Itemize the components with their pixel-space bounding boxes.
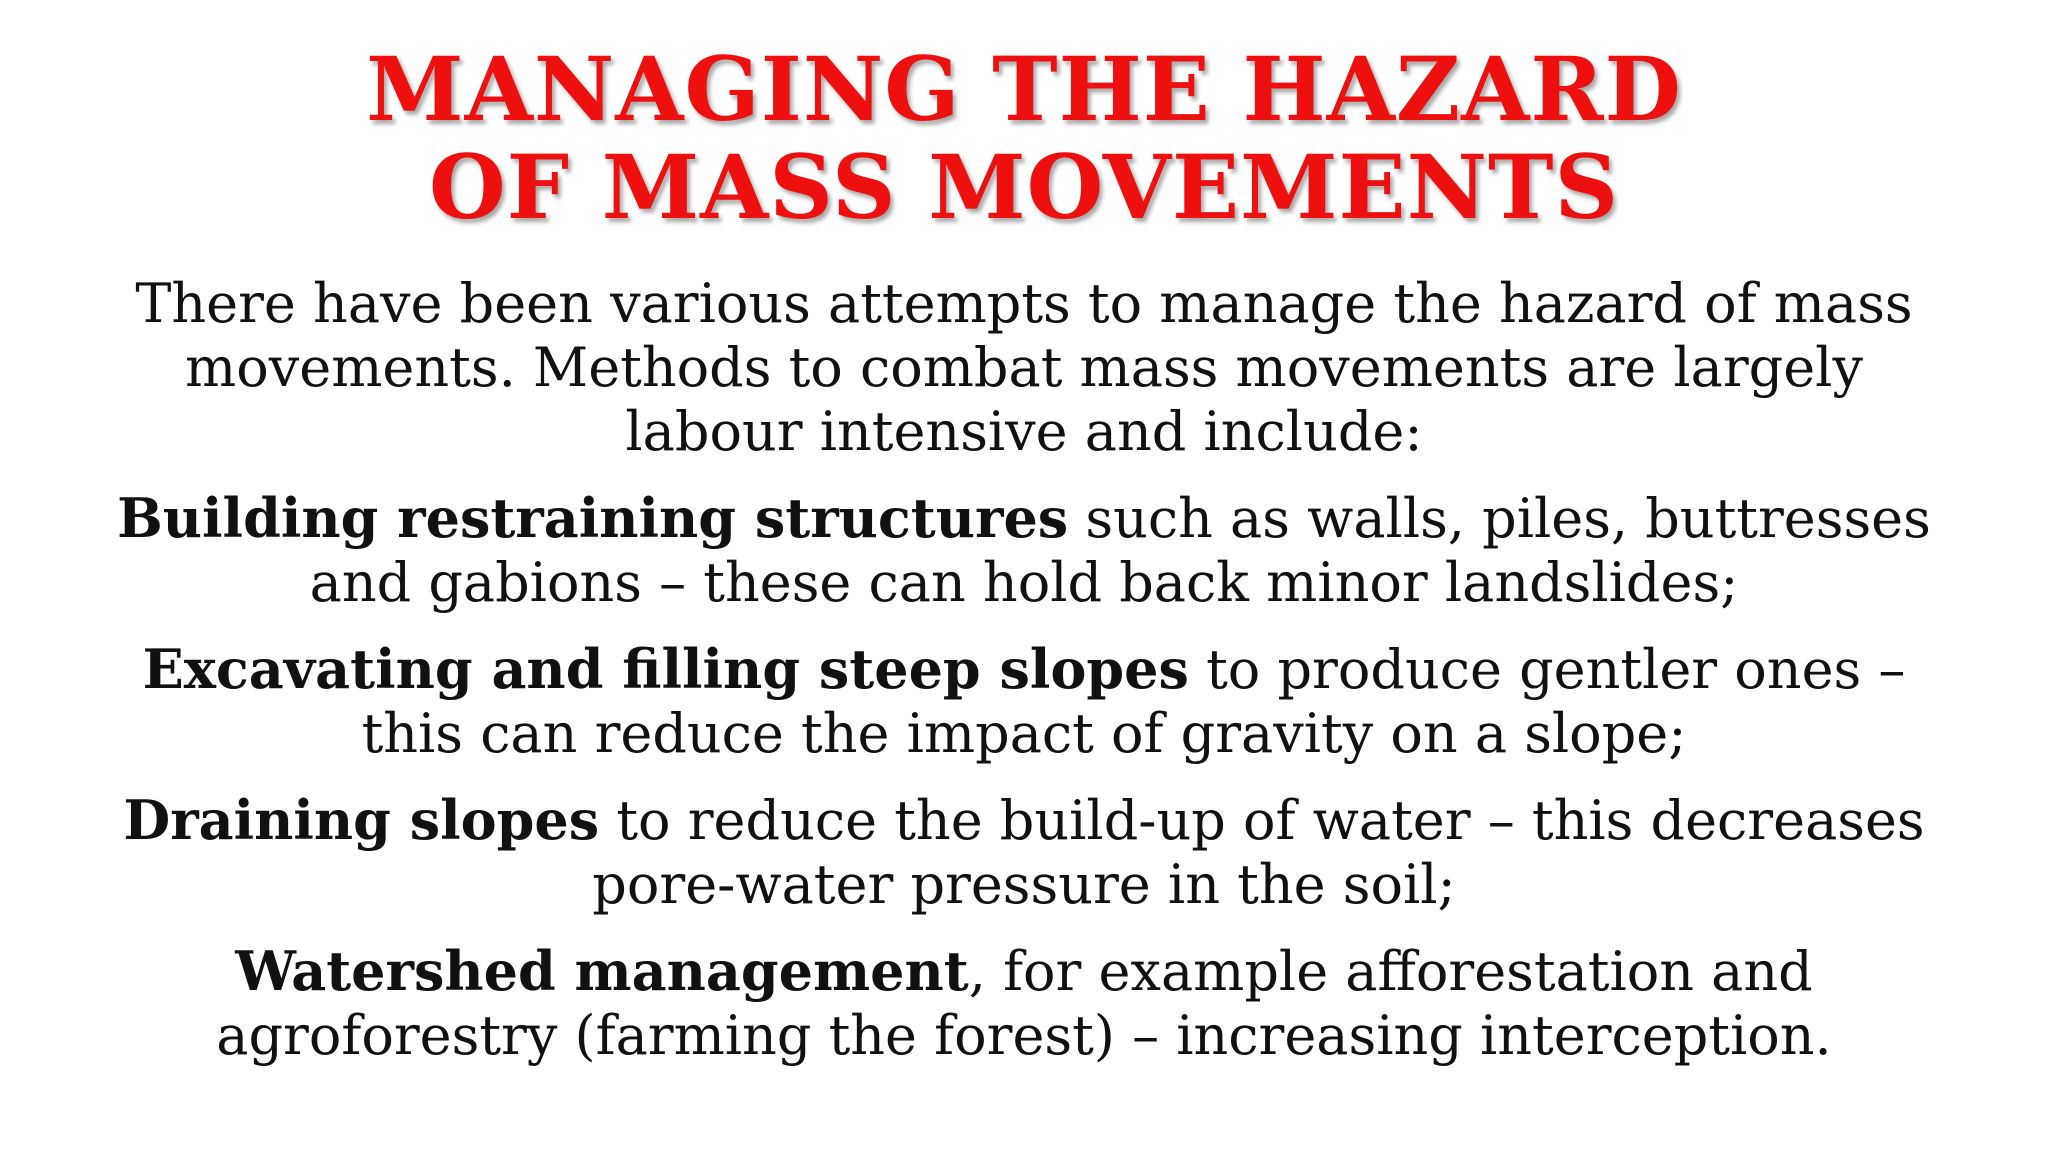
method-heading: Building restraining structures <box>117 486 1069 550</box>
method-heading: Excavating and filling steep slopes <box>142 637 1189 701</box>
method-text: to produce gentler ones – <box>1188 638 1906 701</box>
intro-paragraph <box>30 272 2018 464</box>
method-heading: Watershed management <box>235 939 969 1003</box>
method-line-2: this can reduce the impact of gravity on a slope; <box>361 702 1687 765</box>
method-item-watershed-management <box>30 939 2018 1068</box>
intro-line-2: movements. Methods to combat mass movements are largely <box>185 336 1863 399</box>
method-text: such as walls, piles, buttresses <box>1068 487 1931 550</box>
intro-line-3: labour intensive and include: <box>625 400 1423 463</box>
intro-line-1: There have been various attempts to manage the hazard of mass <box>135 272 1913 335</box>
method-item-draining-slopes <box>30 788 2018 917</box>
method-text: , for example afforestation and <box>968 940 1813 1003</box>
method-text: to reduce the build-up of water – this decreases <box>599 789 1925 852</box>
method-line-1 <box>30 637 2018 702</box>
slide-title <box>30 37 2018 239</box>
method-line-2: agroforestry (farming the forest) – increasing interception. <box>216 1004 1832 1067</box>
method-item-excavating-filling <box>30 637 2018 766</box>
method-line-1 <box>30 486 2018 551</box>
method-line-1 <box>30 939 2018 1004</box>
method-line-2: and gabions – these can hold back minor landslides; <box>309 551 1739 614</box>
method-item-restraining-structures <box>30 486 2018 615</box>
method-heading: Draining slopes <box>123 788 600 852</box>
title-line-1: MANAGING THE HAZARD <box>366 37 1682 141</box>
title-line-2: OF MASS MOVEMENTS <box>428 135 1620 239</box>
method-line-1 <box>30 788 2018 853</box>
method-line-2: pore-water pressure in the soil; <box>592 853 1456 916</box>
